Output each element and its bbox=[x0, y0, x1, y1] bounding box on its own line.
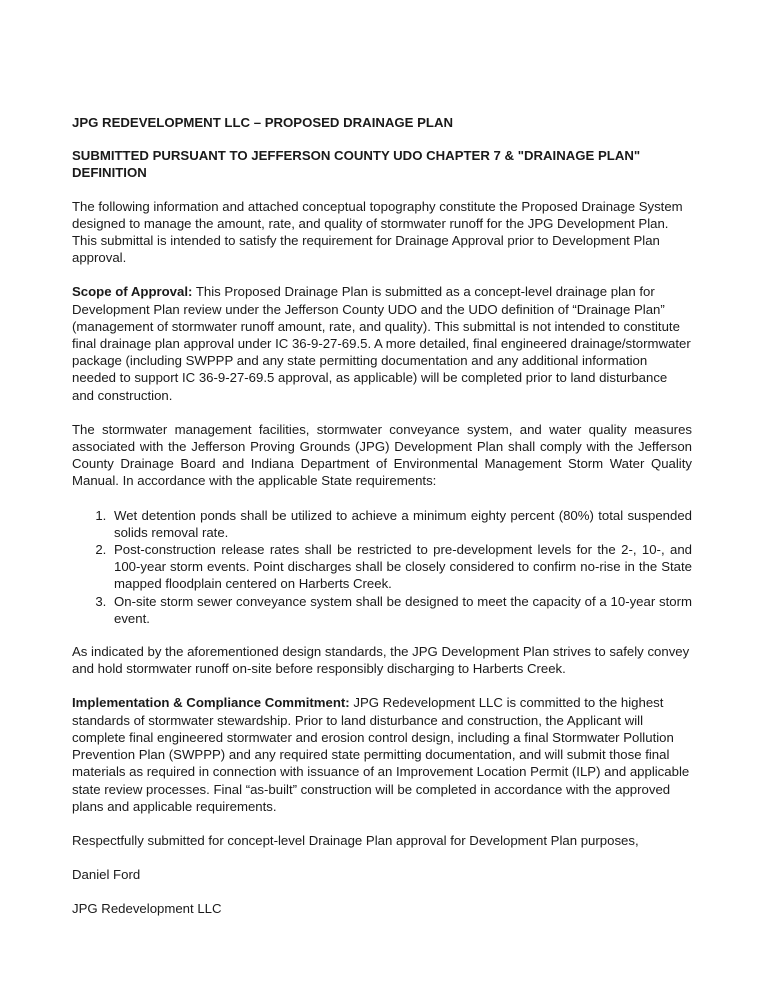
list-item: 2. Post-construction release rates shall be restricted to pre-development levels for the 2-, 10-, and 100-year storm events. Point discharges shall be closely considered to confirm no-rise in the State mapped floodplain centered on Harberts Creek. bbox=[110, 541, 692, 593]
scope-paragraph bbox=[72, 283, 692, 403]
signer-organization: JPG Redevelopment LLC bbox=[72, 901, 222, 917]
summary-paragraph: As indicated by the aforementioned design standards, the JPG Development Plan strives to safely convey and hold stormwater runoff on-site before responsibly discharging to Harberts Creek. bbox=[72, 644, 690, 677]
list-item: 3. On-site storm sewer conveyance system shall be designed to meet the capacity of a 10-year storm event. bbox=[110, 593, 692, 627]
scope-label: Scope of Approval: bbox=[72, 284, 193, 300]
commitment-label: Implementation & Compliance Commitment: bbox=[72, 695, 350, 711]
intro-paragraph: The following information and attached conceptual topography constitute the Proposed Drainage System designed to manage the amount, rate, and quality of stormwater runoff for the JPG Development Plan. This submittal is intended to satisfy the requirement for Drainage Approval prior to Development Plan approval. bbox=[72, 198, 683, 266]
commitment-text: JPG Redevelopment LLC is committed to the highest standards of stormwater stewardship. Prior to land disturbance and construction, the Applicant will complete final engineered stormwater and erosion control design, including a final Stormwater Pollution Prevention Plan (SWPPP) and any required state permitting documentation, and will submit those final materials as required in connection with issuance of an Improvement Location Permit (ILP) and applicable state review processes. Final “as-built” construction will be completed in accordance with the approved plans and applicable requirements. bbox=[72, 695, 690, 814]
document-page bbox=[72, 114, 692, 935]
commitment-paragraph bbox=[72, 694, 692, 814]
facilities-paragraph: The stormwater management facilities, stormwater conveyance system, and water quality measures associated with the Jefferson Proving Grounds (JPG) Development Plan shall comply with the Jefferson County Drainage Board and Indiana Department of Environmental Management Storm Water Quality Manual. In accordance with the applicable State requirements: bbox=[72, 421, 692, 489]
requirements-list bbox=[72, 507, 692, 627]
signer-name: Daniel Ford bbox=[72, 867, 141, 883]
list-item: 1. Wet detention ponds shall be utilized to achieve a minimum eighty percent (80%) total suspended solids removal rate. bbox=[110, 507, 692, 541]
scope-text: This Proposed Drainage Plan is submitted as a concept-level drainage plan for Development Plan review under the Jefferson County UDO and the UDO definition of “Drainage Plan” (management of stormwater runoff amount, rate, and quality). This submittal is not intended to constitute final drainage plan approval under IC 36-9-27-69.5. A more detailed, final engineered drainage/stormwater package (including SWPPP and any state permitting documentation and any additional information needed to support IC 36-9-27-69.5 approval, as applicable) will be completed prior to land disturbance and construction. bbox=[72, 284, 691, 403]
closing-paragraph: Respectfully submitted for concept-level Drainage Plan approval for Development Plan purposes, bbox=[72, 832, 639, 848]
document-subtitle: SUBMITTED PURSUANT TO JEFFERSON COUNTY UDO CHAPTER 7 & "DRAINAGE PLAN" DEFINITION bbox=[72, 148, 641, 181]
document-title: JPG REDEVELOPMENT LLC – PROPOSED DRAINAGE PLAN bbox=[72, 115, 454, 130]
